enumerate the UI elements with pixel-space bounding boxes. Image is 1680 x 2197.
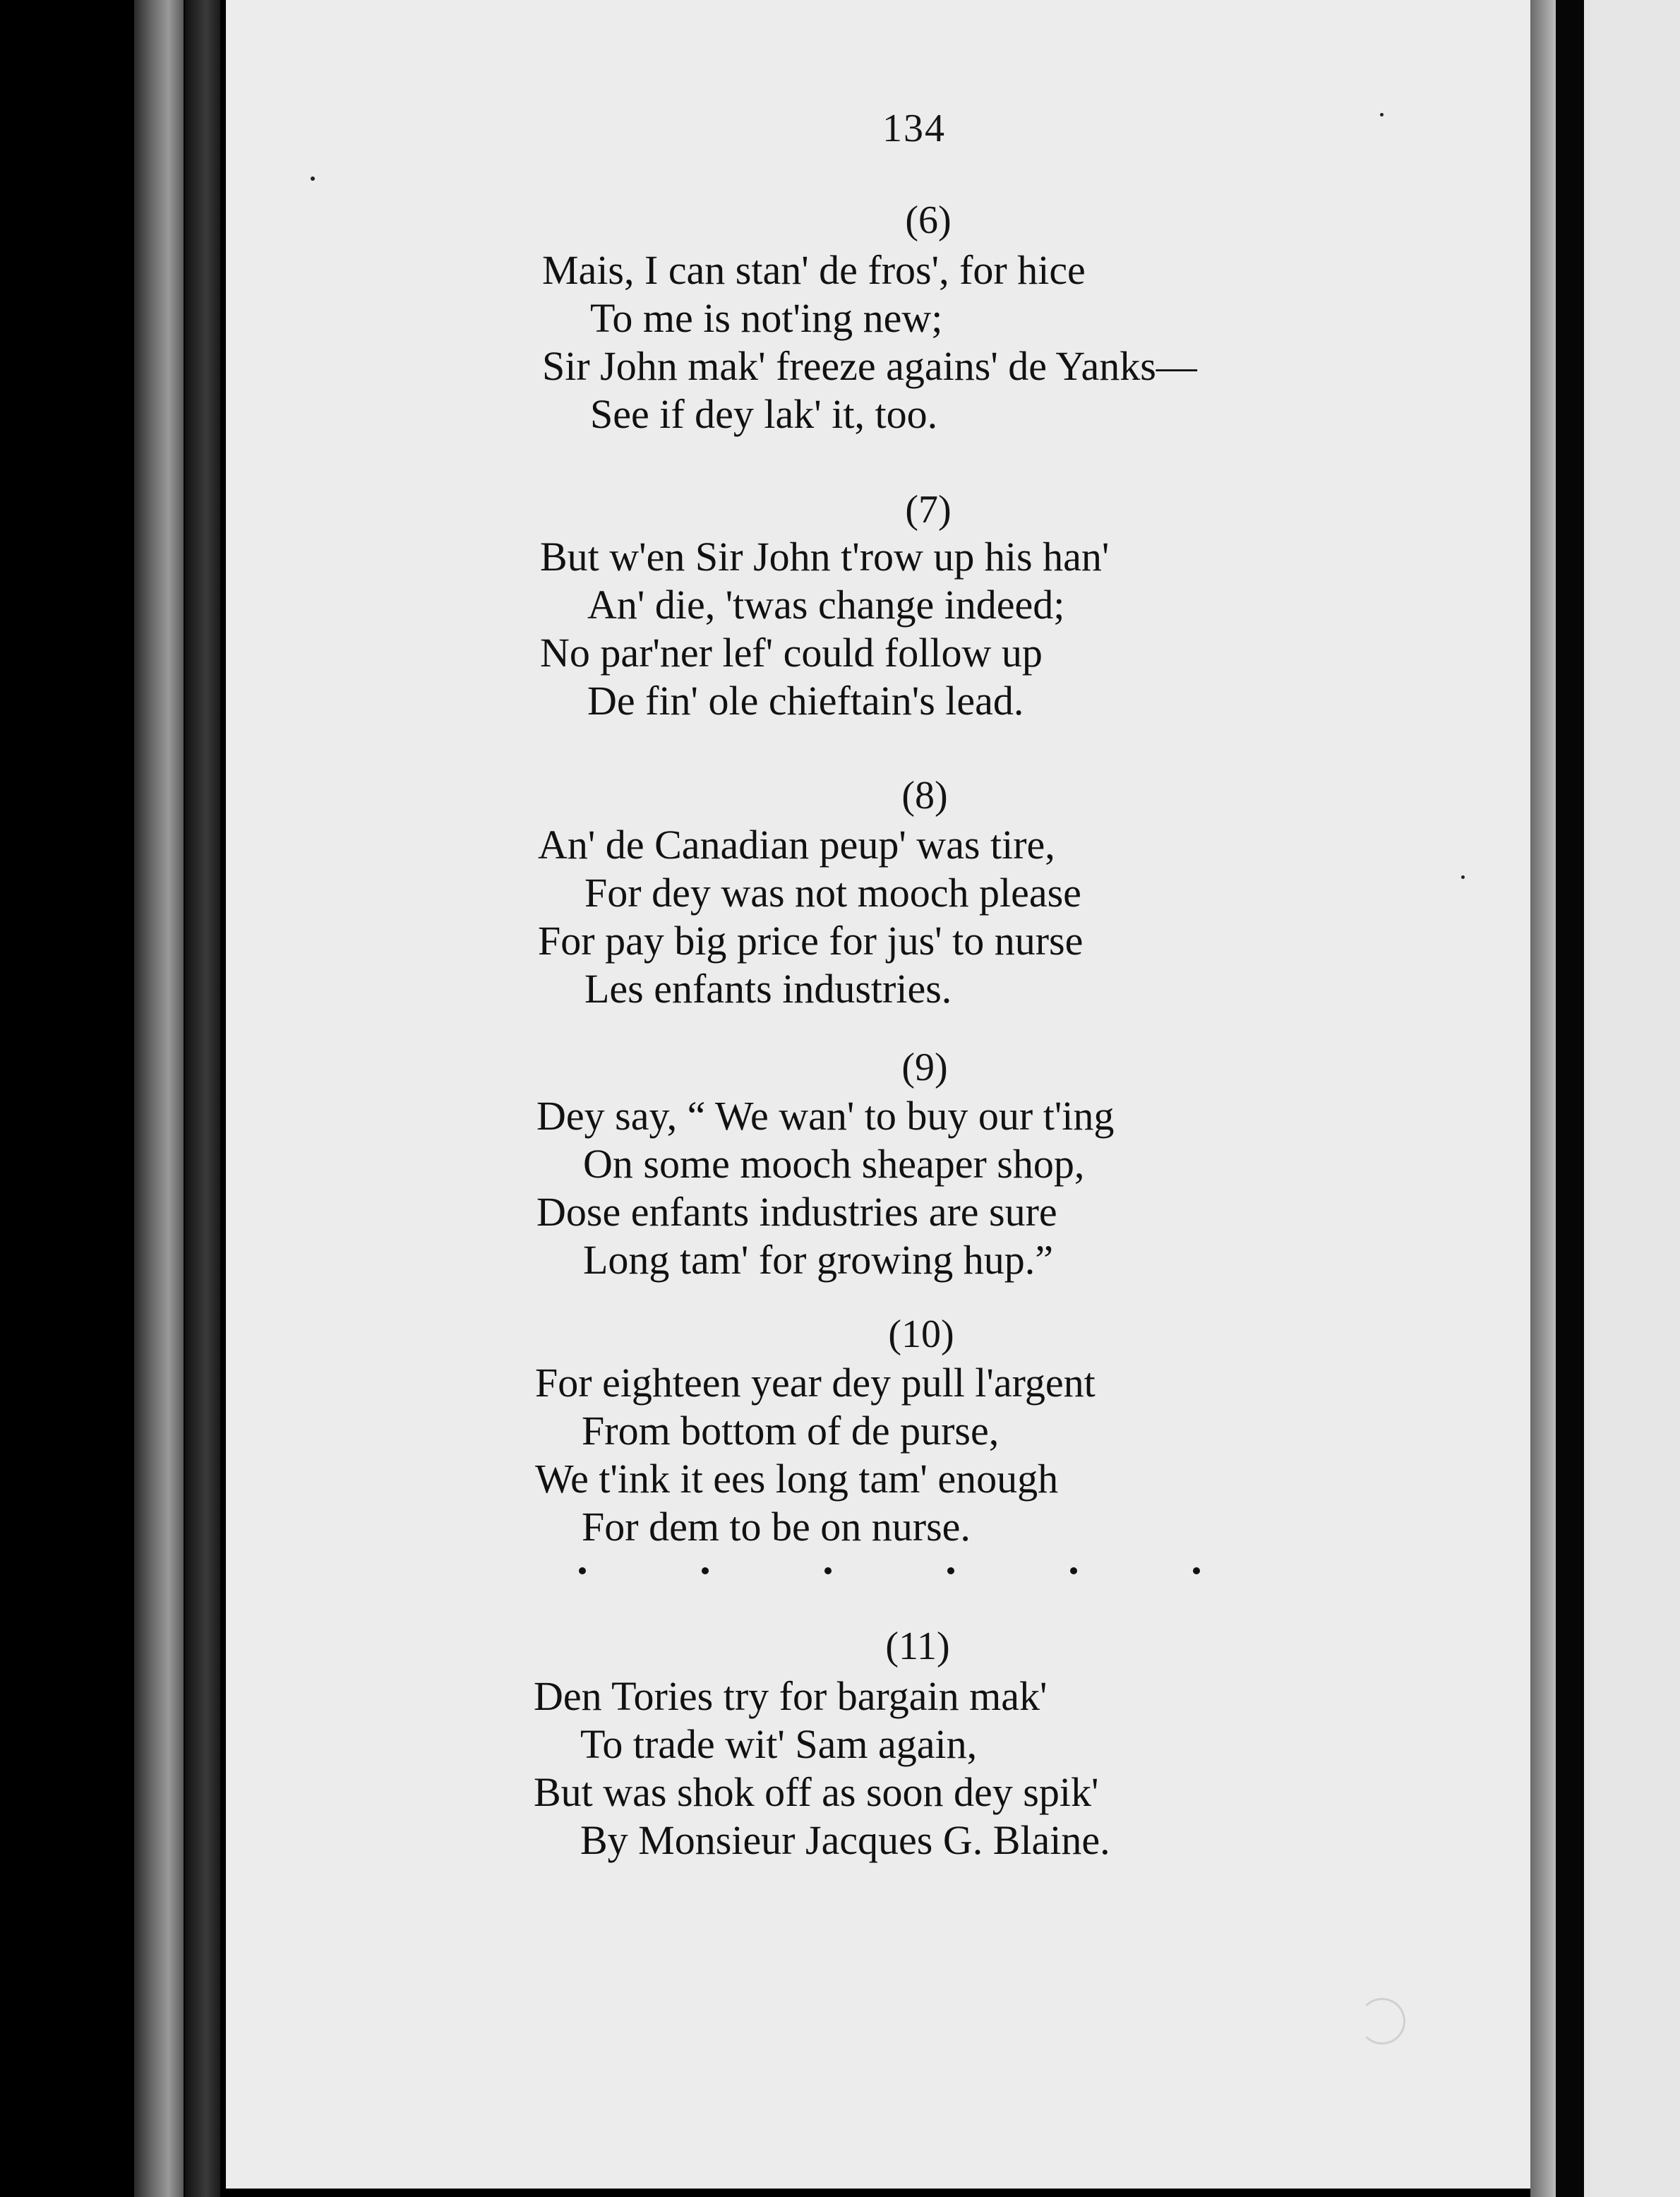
verse-line: Sir John mak' freeze agains' de Yanks—: [542, 343, 1197, 389]
book-gutter-shadow: [185, 0, 220, 2197]
gutter-right: [1556, 0, 1584, 2197]
ellipsis-dot: [947, 1567, 954, 1574]
verse-line: For eighteen year dey pull l'argent: [535, 1360, 1096, 1406]
verse-line: From bottom of de purse,: [582, 1408, 1000, 1454]
ellipsis-separator: [579, 1567, 1200, 1574]
adjacent-page: [1584, 0, 1680, 2197]
stanza-number: (9): [901, 1046, 948, 1089]
ellipsis-dot: [824, 1567, 832, 1574]
ellipsis-dot: [1070, 1567, 1077, 1574]
ellipsis-dot: [702, 1567, 709, 1574]
stanza-number: (11): [885, 1624, 950, 1668]
verse-line: De fin' ole chieftain's lead.: [587, 678, 1024, 724]
scan-speck: [1380, 113, 1384, 116]
verse-line: By Monsieur Jacques G. Blaine.: [580, 1817, 1110, 1863]
stanza-number: (7): [905, 488, 952, 532]
verse-line: Mais, I can stan' de fros', for hice: [542, 247, 1086, 293]
ellipsis-dot: [1193, 1567, 1200, 1574]
stanza-number: (10): [888, 1312, 954, 1356]
verse-line: To trade wit' Sam again,: [580, 1721, 978, 1767]
verse-line: Dey say, “ We wan' to buy our t'ing: [536, 1093, 1115, 1139]
page-number: 134: [882, 107, 946, 150]
verse-line: On some mooch sheaper shop,: [583, 1141, 1085, 1187]
verse-line: We t'ink it ees long tam' enough: [535, 1456, 1059, 1502]
verse-line: For dem to be on nurse.: [582, 1504, 971, 1550]
verse-line: Les enfants industries.: [584, 966, 952, 1012]
verse-line: For dey was not mooch please: [584, 870, 1081, 916]
verse-line: An' die, 'twas change indeed;: [587, 582, 1065, 628]
book-spine-edge: [134, 0, 184, 2197]
verse-line: But was shok off as soon dey spik': [534, 1769, 1099, 1815]
verse-line: For pay big price for jus' to nurse: [538, 918, 1084, 964]
scan-speck: [311, 176, 315, 181]
verse-line: Den Tories try for bargain mak': [534, 1673, 1048, 1719]
scan-speck: [1461, 875, 1465, 879]
verse-line: See if dey lak' it, too.: [590, 391, 938, 437]
ellipsis-dot: [579, 1567, 586, 1574]
page-edge-right: [1530, 0, 1556, 2197]
scan-mark: [1359, 1998, 1405, 2045]
verse-line: An' de Canadian peup' was tire,: [538, 822, 1055, 868]
verse-line: To me is not'ing new;: [590, 295, 943, 341]
stanza-number: (6): [905, 198, 952, 242]
stanza-number: (8): [901, 774, 948, 818]
verse-line: Dose enfants industries are sure: [536, 1189, 1057, 1235]
verse-line: Long tam' for growing hup.”: [583, 1237, 1054, 1283]
verse-line: No par'ner lef' could follow up: [540, 630, 1043, 676]
verse-line: But w'en Sir John t'row up his han': [540, 534, 1110, 580]
